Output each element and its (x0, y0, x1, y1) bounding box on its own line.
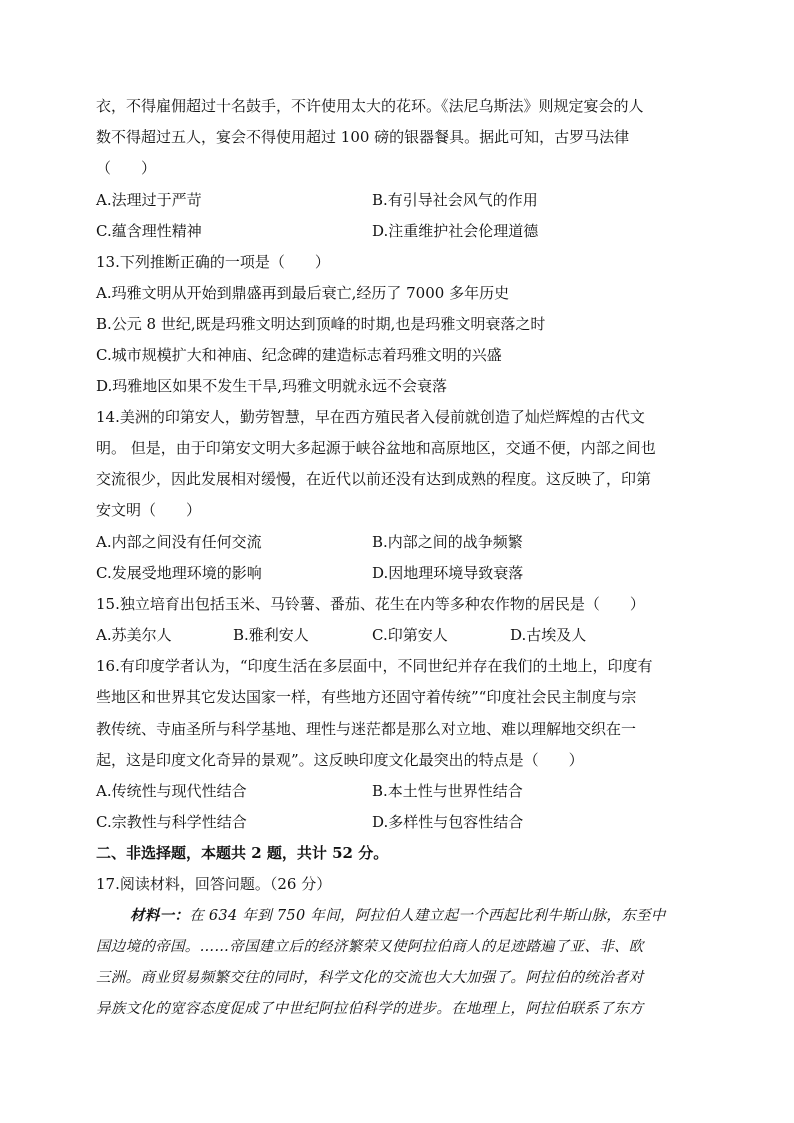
q16-line-1: 16.有印度学者认为，“印度生活在多层面中，不同世纪并存在我们的土地上，印度有 (96, 657, 653, 675)
q16-option-d: D.多样性与包容性结合 (372, 813, 524, 831)
q17-stem: 17.阅读材料，回答问题。（26 分） (96, 875, 332, 893)
q15-stem: 15.独立培育出包括玉米、马铃薯、番茄、花生在内等多种农作物的居民是（ ） (96, 595, 645, 613)
q12-line-3: （ ） (96, 159, 157, 177)
q13-stem: 13.下列推断正确的一项是（ ） (96, 253, 330, 271)
q15-option-a: A.苏美尔人 (96, 626, 172, 644)
q14-line-2: 明。 但是，由于印第安文明大多起源于峡谷盆地和高原地区，交通不便，内部之间也 (96, 439, 656, 457)
q13-option-c: C.城市规模扩大和神庙、纪念碑的建造标志着玛雅文明的兴盛 (96, 346, 502, 364)
q17-material-line-2: 国边境的帝国。……帝国建立后的经济繁荣又使阿拉伯商人的足迹踏遍了亚、非、欧 (96, 939, 644, 955)
q17-material-line-1 (130, 906, 666, 926)
material-text: 在 634 年到 750 年间，阿拉伯人建立起一个西起比利牛斯山脉，东至中 (189, 908, 666, 924)
q15-option-c: C.印第安人 (372, 626, 448, 644)
q12-line-2: 数不得超过五人，宴会不得使用超过 100 磅的银器餐具。据此可知，古罗马法律 (96, 128, 630, 146)
q15-option-b: B.雅利安人 (233, 626, 309, 644)
q17-material-line-3: 三洲。商业贸易频繁交往的同时，科学文化的交流也大大加强了。阿拉伯的统治者对 (96, 970, 644, 986)
q14-line-3: 交流很少，因此发展相对缓慢，在近代以前还没有达到成熟的程度。这反映了，印第 (96, 470, 652, 488)
q14-option-a: A.内部之间没有任何交流 (96, 533, 262, 551)
q13-option-b: B.公元 8 世纪,既是玛雅文明达到顶峰的时期,也是玛雅文明衰落之时 (96, 315, 546, 333)
section-heading: 二、非选择题，本题共 2 题，共计 52 分。 (96, 844, 389, 862)
q12-option-a: A.法理过于严苛 (96, 191, 202, 209)
q14-option-b: B.内部之间的战争频繁 (372, 533, 523, 551)
q14-option-d: D.因地理环境导致衰落 (372, 564, 524, 582)
q12-option-b: B.有引导社会风气的作用 (372, 191, 538, 209)
q14-option-c: C.发展受地理环境的影响 (96, 564, 262, 582)
q17-material-line-4: 异族文化的宽容态度促成了中世纪阿拉伯科学的进步。在地理上，阿拉伯联系了东方 (96, 1001, 644, 1017)
q16-line-4: 起，这是印度文化奇异的景观”。这反映印度文化最突出的特点是（ ） (96, 751, 584, 769)
q13-option-d: D.玛雅地区如果不发生干旱,玛雅文明就永远不会衰落 (96, 377, 448, 395)
material-label: 材料一： (130, 907, 190, 924)
q16-line-3: 教传统、寺庙圣所与科学基地、理性与迷茫都是那么对立地、难以理解地交织在一 (96, 720, 637, 738)
q12-option-c: C.蕴含理性精神 (96, 222, 202, 240)
q16-option-b: B.本土性与世界性结合 (372, 782, 523, 800)
q14-line-4: 安文明（ ） (96, 501, 202, 519)
q14-line-1: 14.美洲的印第安人，勤劳智慧，早在西方殖民者入侵前就创造了灿烂辉煌的古代文 (96, 408, 645, 426)
q16-option-c: C.宗教性与科学性结合 (96, 813, 247, 831)
q16-option-a: A.传统性与现代性结合 (96, 782, 247, 800)
q12-line-1: 衣，不得雇佣超过十名鼓手，不许使用太大的花环。《法尼乌斯法》则规定宴会的人 (96, 97, 644, 115)
q15-option-d: D.古埃及人 (510, 626, 587, 644)
q12-option-d: D.注重维护社会伦理道德 (372, 222, 539, 240)
q13-option-a: A.玛雅文明从开始到鼎盛再到最后衰亡,经历了 7000 多年历史 (96, 284, 510, 302)
q16-line-2: 些地区和世界其它发达国家一样，有些地方还固守着传统”“印度社会民主制度与宗 (96, 688, 637, 706)
